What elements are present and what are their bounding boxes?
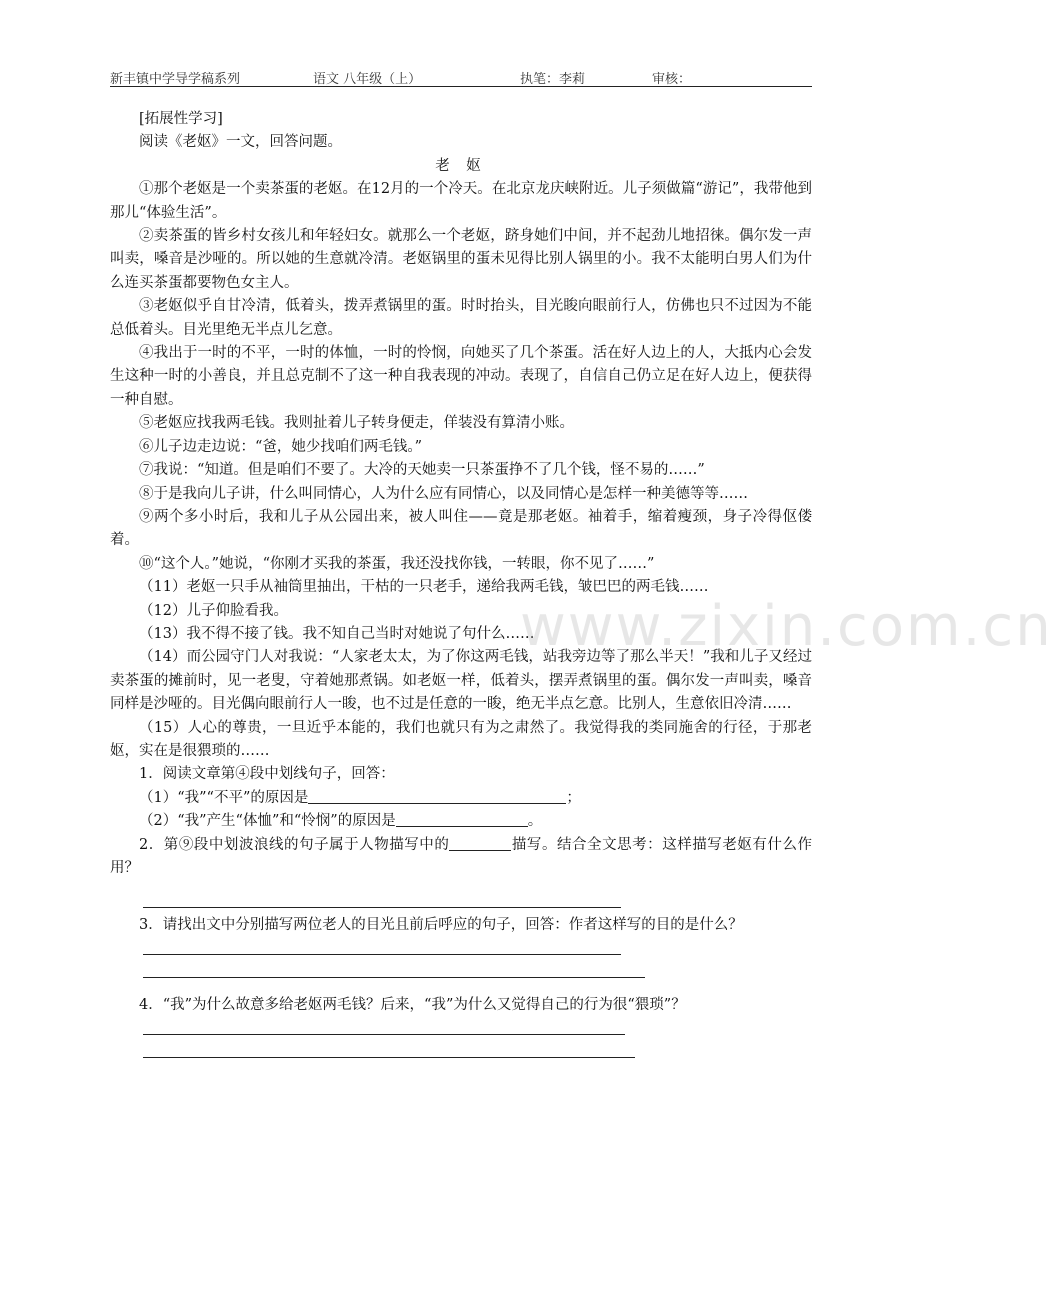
paragraph: （12）儿子仰脸看我。 <box>139 602 288 619</box>
header-review: 审核： <box>652 72 692 87</box>
paragraph: ⑥儿子边走边说：“爸，她少找咱们两毛钱。” <box>139 438 423 455</box>
reading-instruction: 阅读《老妪》一文，回答问题。 <box>139 134 342 151</box>
answer-line[interactable] <box>110 937 812 960</box>
paragraph: ⑧于是我向儿子讲，什么叫同情心，人为什么应有同情心，以及同情心是怎样一种美德等等…… <box>139 485 748 502</box>
question-1a-end: ； <box>566 789 581 806</box>
paragraph: ③老妪似乎自甘冷清，低着头，拨弄煮锅里的蛋。时时抬头，目光睃向眼前行人，仿佛也只不过因为不能总低着头。目光里绝无半点儿乞意。 <box>110 298 812 338</box>
watermark: www.zixin.com.cn <box>520 594 1053 659</box>
page-header <box>110 66 812 87</box>
answer-line[interactable] <box>110 1041 812 1064</box>
paragraph: （14）而公园守门人对我说：“人家老太太，为了你这两毛钱，站我旁边等了那么半天！”我和儿子又经过卖茶蛋的摊前时，见一老叟，守着她那煮锅。如老妪一样，低着头，摆弄煮锅里的蛋。偶尔发一声叫卖，嗓音同样是沙哑的。目光偶向眼前行人一睃，也不过是任意的一睃，绝无半点乞意。比别人，生意依旧冷清…… <box>110 649 812 713</box>
paragraph: （11）老妪一只手从袖筒里抽出，干枯的一只老手，递给我两毛钱，皱巴巴的两毛钱…… <box>139 579 709 596</box>
article-title: 老 妪 <box>435 157 487 174</box>
question-1a-text: （1）“我”“不平”的原因是 <box>139 789 309 806</box>
document-body <box>110 108 812 1064</box>
answer-line[interactable] <box>110 1017 812 1040</box>
paragraph: ⑦我说：“知道。但是咱们不要了。大冷的天她卖一只茶蛋挣不了几个钱，怪不易的……” <box>139 462 705 479</box>
question-1: 1．阅读文章第④段中划线句子，回答： <box>139 766 395 783</box>
answer-blank-1a[interactable] <box>308 787 566 804</box>
answer-line[interactable] <box>110 961 812 984</box>
answer-blank-1b[interactable] <box>396 810 528 827</box>
question-2 <box>110 834 812 881</box>
paragraph: ④我出于一时的不平，一时的体恤，一时的怜悯，向她买了几个茶蛋。活在好人边上的人，大抵内心会发生这种一时的小善良，并且总克制不了这一种自我表现的冲动。表现了，自信自己仍立足在好人边上，便获得一种自慰。 <box>110 345 812 408</box>
question-3: 3．请找出文中分别描写两位老人的目光且前后呼应的句子，回答：作者这样写的目的是什么？ <box>139 916 743 933</box>
question-1a <box>110 787 812 810</box>
paragraph: ⑤老妪应找我两毛钱。我则扯着儿子转身便走，佯装没有算清小账。 <box>139 415 574 432</box>
header-series: 新丰镇中学导学稿系列 <box>110 72 241 87</box>
section-label: [拓展性学习] <box>139 111 223 127</box>
header-author: 执笔：李莉 <box>520 72 586 87</box>
question-2-rest: 描写。结合全文思考：这样描写老妪有什么作用？ <box>110 836 812 876</box>
paragraph: ①那个老妪是一个卖茶蛋的老妪。在12月的一个冷天。在北京龙庆峡附近。儿子须做篇“游记”，我带他到那儿“体验生活”。 <box>110 181 812 221</box>
question-1b-text: （2）“我”产生“体恤”和“怜悯”的原因是 <box>139 813 396 830</box>
question-1b-end: 。 <box>527 813 543 830</box>
paragraph: ⑨两个多小时后，我和儿子从公园出来，被人叫住——竟是那老妪。袖着手，缩着瘦颈，身子冷得伛偻着。 <box>110 508 812 549</box>
answer-line[interactable] <box>110 890 812 913</box>
answer-blank-2[interactable] <box>449 834 511 851</box>
question-2-text: 2．第⑨段中划波浪线的句子属于人物描写中的 <box>139 836 450 853</box>
question-4: 4．“我”为什么故意多给老妪两毛钱？后来，“我”为什么又觉得自己的行为很“猥琐”？ <box>139 996 686 1013</box>
paragraph: ⑩“这个人。”她说，“你刚才买我的茶蛋，我还没找你钱，一转眼，你不见了……” <box>139 555 655 572</box>
paragraph: ②卖茶蛋的皆乡村女孩儿和年轻妇女。就那么一个老妪，跻身她们中间，并不起劲儿地招徕。偶尔发一声叫卖，嗓音是沙哑的。所以她的生意就冷清。老妪锅里的蛋未见得比别人锅里的小。我不太能明白男人们为什么连买茶蛋都要物色女主人。 <box>110 228 812 291</box>
paragraph: （13）我不得不接了钱。我不知自己当时对她说了句什么…… <box>139 625 535 642</box>
question-1b <box>110 810 812 833</box>
paragraph: （15）人心的尊贵，一旦近乎本能的，我们也就只有为之肃然了。我觉得我的类同施舍的行径，于那老妪，实在是很猥琐的…… <box>110 719 812 759</box>
header-subject: 语文 八年级（上） <box>313 72 422 87</box>
